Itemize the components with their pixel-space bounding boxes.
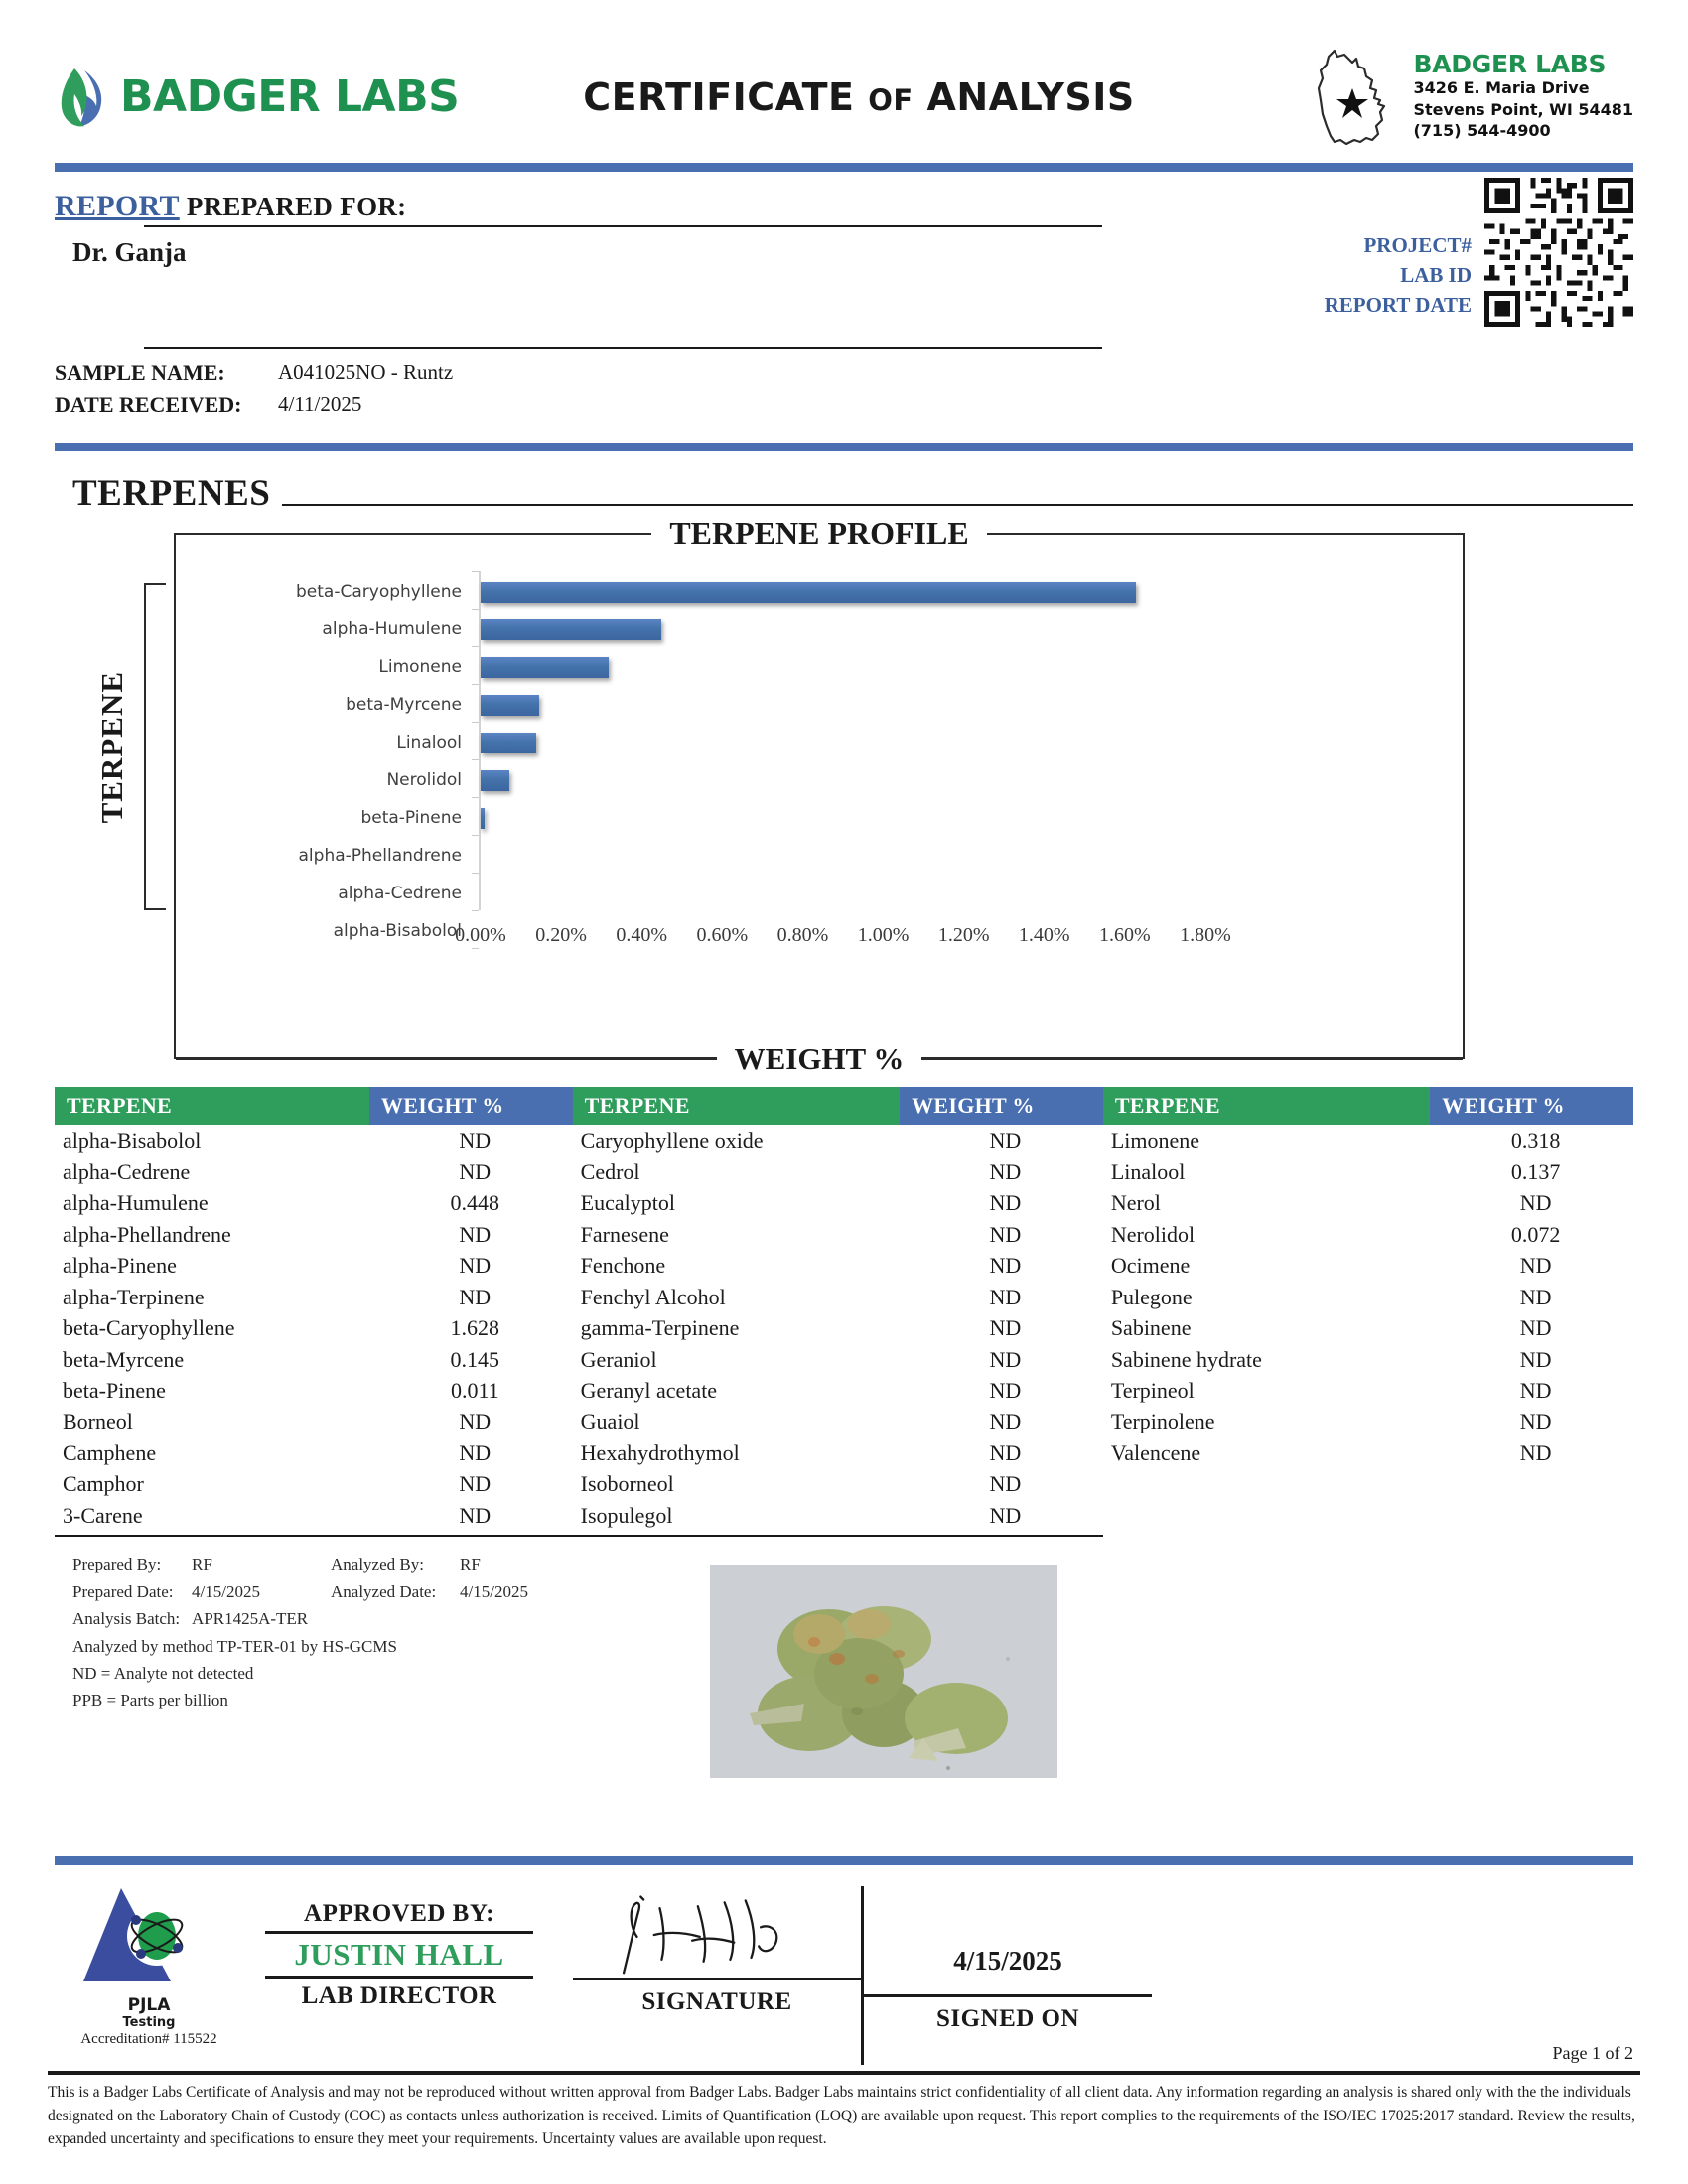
cell-weight-value: ND (1519, 1346, 1552, 1372)
cell-terpene-name: Borneol (63, 1409, 133, 1434)
page-footer (55, 1878, 1633, 2065)
chart-xlabel-rule-left (176, 1058, 717, 1060)
chart-y-tick (472, 873, 479, 874)
analyzed-date-label: Analyzed Date: (331, 1581, 437, 1601)
lab-address-group (1216, 43, 1633, 152)
chart-x-tick-label: 1.40% (1018, 924, 1070, 947)
chart-xlabel-rule-right (921, 1058, 1463, 1060)
cell-terpene-name: Terpineol (1110, 1377, 1195, 1403)
cell-weight-value: ND (989, 1190, 1022, 1216)
address-line-2: Stevens Point, WI 54481 (1413, 99, 1633, 119)
sample-divider (144, 347, 1102, 349)
col3-terpene-header: TERPENE (1103, 1087, 1430, 1125)
approver-name: JUSTIN HALL (294, 1937, 504, 1972)
prepared-for-label: PREPARED FOR: (186, 192, 407, 221)
col1-terpene-header: TERPENE (55, 1087, 369, 1125)
cell-terpene-name: beta-Pinene (63, 1377, 166, 1403)
cell-terpene-name: Guaiol (580, 1409, 640, 1434)
cell-weight-value: ND (1519, 1377, 1552, 1403)
chart-x-axis-label: WEIGHT % (717, 1041, 922, 1077)
analysis-notes-area (55, 1543, 1633, 1791)
table-row (55, 1282, 1633, 1312)
chart-category-label: alpha-Humulene (322, 619, 462, 640)
cell-weight-value: ND (459, 1284, 492, 1309)
cell-terpene-name: alpha-Phellandrene (63, 1221, 231, 1247)
chart-category-label: alpha-Bisabolol (333, 921, 462, 942)
cell-terpene-name: Limonene (1110, 1128, 1200, 1154)
cell-terpene-name: Fenchone (580, 1253, 666, 1279)
results-table-body (55, 1125, 1633, 1536)
cell-weight-value: ND (459, 1159, 492, 1184)
chart-category-label: alpha-Phellandrene (298, 846, 462, 867)
cell-weight-value: ND (989, 1159, 1022, 1184)
col3-weight-header: WEIGHT % (1430, 1087, 1633, 1125)
prepared-by-value: RF (192, 1555, 212, 1574)
cell-weight-value: 0.448 (450, 1190, 500, 1216)
cell-weight-value: ND (459, 1221, 492, 1247)
signed-on-column (864, 1886, 1152, 2065)
chart-y-tick (472, 759, 479, 760)
chart-bar-row (481, 875, 1136, 912)
disclaimer-text: This is a Badger Labs Certificate of Analysis and may not be reproduced without written approval from Badger Labs. Badger Labs maintains strict confidentiality of all client data. Any information regarding an analysis is shared only with the the individuals designated on the Laboratory Chain of Custody (COC) as contacts unless authorization is received. Limits of Quantification (LOQ) are available upon request. This report complies to the requirements of the ISO/IEC 17025:2017 standard. Review the results, expanded uncertainty and specifications to ensure they meet your requirements. Uncertainty values are available upon request. (48, 2084, 1635, 2148)
chart-y-tick (472, 910, 479, 911)
chart-bar (481, 695, 539, 716)
disclaimer-divider (48, 2071, 1640, 2075)
approval-block (265, 1878, 533, 2010)
cell-weight-value: ND (989, 1439, 1022, 1465)
table-header-row (55, 1087, 1633, 1125)
cell-weight-value (1430, 1500, 1633, 1536)
chart-category-label: Linalool (396, 733, 462, 753)
table-row (55, 1437, 1633, 1468)
pjla-accreditation (55, 1878, 243, 2048)
chart-y-tick (472, 684, 479, 685)
chart-y-tick (472, 609, 479, 610)
chart-y-tick (472, 722, 479, 723)
table-row (55, 1219, 1633, 1250)
chart-y-tick (472, 797, 479, 798)
report-heading-rule (144, 225, 1102, 227)
chart-title: TERPENE PROFILE (651, 515, 986, 552)
analysis-batch-label: Analysis Batch: (72, 1609, 181, 1629)
table-row (55, 1125, 1633, 1156)
chart-bar-row (481, 573, 1136, 611)
col2-weight-header: WEIGHT % (900, 1087, 1103, 1125)
chart-plot-area (176, 535, 1463, 1057)
analyzed-date-value: 4/15/2025 (460, 1581, 528, 1601)
date-received-value: 4/11/2025 (278, 392, 362, 417)
chart-category-label: Nerolidol (386, 770, 462, 791)
section-heading-rule (282, 504, 1633, 506)
cell-terpene-name: 3-Carene (55, 1500, 369, 1536)
chart-y-tick (472, 571, 479, 572)
qr-code[interactable] (1484, 178, 1633, 327)
page-number: Page 1 of 2 (1552, 2043, 1633, 2063)
cell-terpene-name: Linalool (1110, 1159, 1186, 1184)
pjla-accreditation-number: Accreditation# 115522 (80, 2031, 217, 2047)
chart-x-tick-label: 1.60% (1099, 924, 1151, 947)
cell-weight-value: 0.072 (1510, 1221, 1561, 1247)
cell-terpene-name: Ocimene (1110, 1253, 1191, 1279)
note-prepared-by-row (72, 1551, 690, 1578)
cell-weight-value: 1.628 (450, 1315, 500, 1341)
chart-bar (481, 808, 485, 829)
section-divider (55, 443, 1633, 451)
address-title: BADGER LABS (1413, 49, 1607, 78)
signature-column (573, 1886, 861, 2065)
cell-weight-value: ND (459, 1471, 492, 1497)
cell-weight-value: ND (1519, 1253, 1552, 1279)
cell-weight-value: ND (900, 1500, 1103, 1536)
section-heading (55, 473, 1633, 515)
cell-terpene-name: Sabinene hydrate (1110, 1346, 1262, 1372)
approver-role: LAB DIRECTOR (301, 1982, 497, 2009)
title-certificate: CERTIFICATE (583, 74, 855, 119)
chart-x-tick-label: 1.80% (1180, 924, 1231, 947)
pjla-testing-label: Testing (122, 2015, 176, 2030)
section-title: TERPENES (72, 474, 271, 515)
cell-terpene-name: beta-Myrcene (63, 1346, 185, 1372)
cell-weight-value: ND (989, 1315, 1022, 1341)
chart-x-tick-label: 0.00% (455, 924, 506, 947)
cell-weight-value: ND (459, 1439, 492, 1465)
cell-terpene-name: Isopulegol (573, 1500, 900, 1536)
cell-terpene-name: alpha-Pinene (63, 1253, 177, 1279)
cell-weight-value: ND (1519, 1190, 1552, 1216)
cell-terpene-name: Nerolidol (1110, 1221, 1196, 1247)
cell-weight-value: ND (989, 1253, 1022, 1279)
prepared-date-label: Prepared Date: (72, 1581, 174, 1601)
report-date-label: REPORT DATE (1324, 292, 1472, 317)
chart-bar-row (481, 686, 1136, 724)
chart-category-label: beta-Myrcene (346, 695, 462, 716)
cell-terpene-name: Hexahydrothymol (580, 1439, 740, 1465)
chart-x-tick-labels (455, 924, 1231, 954)
note-batch-row (72, 1605, 690, 1633)
chart-x-tick-label: 1.20% (937, 924, 990, 947)
chart-x-tick-label: 0.60% (696, 924, 749, 947)
cell-terpene-name: alpha-Cedrene (63, 1159, 191, 1184)
table-row (55, 1375, 1633, 1406)
labid-label: LAB ID (1400, 262, 1472, 287)
chart-bar (481, 733, 536, 753)
analysis-batch-value: APR1425A-TER (192, 1609, 309, 1629)
note-prepared-date-row (72, 1578, 690, 1606)
sample-name-label: SAMPLE NAME: (55, 360, 225, 386)
cell-terpene-name: Sabinene (1110, 1315, 1192, 1341)
report-prepared-for-heading (55, 190, 1633, 223)
sample-photo (710, 1565, 1057, 1778)
table-row (55, 1187, 1633, 1218)
chart-y-tick (472, 835, 479, 836)
cell-weight-value: 0.318 (1510, 1128, 1561, 1154)
table-row (55, 1250, 1633, 1281)
cell-weight-value: 0.145 (450, 1346, 500, 1372)
report-info-section (0, 172, 1688, 349)
cell-terpene-name (1103, 1500, 1430, 1536)
prepared-by-label: Prepared By: (72, 1555, 162, 1574)
brand-name: BADGER LABS (120, 71, 460, 122)
report-meta-grid (55, 231, 1633, 320)
terpenes-section (0, 473, 1688, 1077)
signature-image (573, 1886, 861, 1978)
chart-x-tick-label: 0.80% (776, 924, 829, 947)
cell-weight-value: ND (989, 1346, 1022, 1372)
cell-terpene-name: Caryophyllene oxide (580, 1128, 764, 1154)
chart-bar-row (481, 611, 1136, 648)
table-row (55, 1312, 1633, 1343)
table-row (55, 1157, 1633, 1187)
signature-label: SIGNATURE (641, 1988, 792, 2015)
cell-terpene-name: alpha-Bisabolol (63, 1128, 202, 1154)
cell-terpene-name: Valencene (1110, 1439, 1201, 1465)
title-analysis: ANALYSIS (926, 74, 1135, 119)
chart-bars (481, 573, 1136, 950)
approved-rule-top (265, 1931, 533, 1934)
client-name: Dr. Ganja (72, 237, 187, 267)
cell-terpene-name: gamma-Terpinene (580, 1315, 740, 1341)
cell-terpene-name: alpha-Humulene (63, 1190, 209, 1216)
chart-bar (481, 657, 609, 678)
cell-weight-value: ND (1519, 1284, 1552, 1309)
brand-logo-group (55, 67, 482, 128)
chart-bar-row (481, 799, 1136, 837)
chart-x-tick-label: 1.00% (857, 924, 910, 947)
chart-category-labels (186, 573, 474, 950)
chart-category-label: Limonene (378, 657, 462, 678)
page-header (0, 0, 1688, 159)
date-received-label: DATE RECEIVED: (55, 392, 242, 418)
table-row (55, 1500, 1633, 1536)
chart-bar-row (481, 761, 1136, 799)
badger-leaf-icon (55, 67, 106, 128)
chart-y-tick (472, 646, 479, 647)
cell-weight-value: ND (459, 1128, 492, 1154)
pjla-logo-icon (79, 1976, 218, 1992)
cell-terpene-name: Fenchyl Alcohol (580, 1284, 726, 1309)
y-axis-bracket (144, 583, 146, 910)
chart-category-label: beta-Pinene (360, 808, 462, 829)
page-title (482, 75, 1216, 119)
terpene-profile-chart (94, 515, 1465, 1077)
chart-xlabel-bar (176, 1041, 1463, 1077)
date-received-row (55, 389, 1688, 421)
chart-x-tick-label: 0.20% (535, 924, 587, 947)
footer-divider (55, 1856, 1633, 1865)
chart-y-axis-label-group (72, 583, 152, 910)
header-divider (55, 163, 1633, 172)
chart-bar (481, 770, 509, 791)
approved-rule-bottom (265, 1976, 533, 1979)
cell-terpene-name: Camphor (63, 1471, 144, 1497)
prepared-date-value: 4/15/2025 (192, 1581, 260, 1601)
chart-y-axis-label: TERPENE (94, 670, 129, 823)
chart-bar (481, 619, 661, 640)
address-block (1413, 49, 1633, 142)
address-line-3: (715) 544-4900 (1413, 121, 1551, 141)
chart-bar (481, 582, 1136, 603)
terpene-results-table (55, 1087, 1633, 1537)
pjla-name: PJLA (127, 1995, 171, 2015)
analysis-notes (55, 1543, 690, 1713)
sample-name-value: A041025NO - Runtz (278, 360, 454, 385)
col2-terpene-header: TERPENE (573, 1087, 900, 1125)
chart-y-tick (472, 948, 479, 949)
chart-bar-row (481, 648, 1136, 686)
analyzed-by-value: RF (460, 1555, 481, 1574)
cell-terpene-name: Eucalyptol (580, 1190, 675, 1216)
chart-bar-row (481, 724, 1136, 761)
cell-terpene-name: Terpinolene (1110, 1409, 1215, 1434)
cell-terpene-name: Isoborneol (580, 1471, 674, 1497)
cell-weight-value: ND (1519, 1409, 1552, 1434)
analyzed-by-label: Analyzed By: (331, 1555, 424, 1574)
nd-note: ND = Analyte not detected (72, 1664, 254, 1684)
cell-weight-value: 0.137 (1510, 1159, 1561, 1184)
cell-weight-value: 0.011 (450, 1377, 499, 1403)
cell-terpene-name: Pulegone (1110, 1284, 1193, 1309)
sample-name-row (55, 357, 1688, 389)
project-label: PROJECT# (1363, 233, 1472, 257)
cell-weight-value: ND (989, 1471, 1022, 1497)
report-word: REPORT (55, 190, 180, 222)
method-note: Analyzed by method TP-TER-01 by HS-GCMS (72, 1636, 397, 1656)
cell-weight-value: ND (369, 1500, 573, 1536)
col1-weight-header: WEIGHT % (369, 1087, 573, 1125)
cell-terpene-name: Nerol (1110, 1190, 1161, 1216)
cell-terpene-name: Geranyl acetate (580, 1377, 718, 1403)
address-line-1: 3426 E. Maria Drive (1413, 78, 1590, 98)
chart-category-label: beta-Caryophyllene (296, 582, 462, 603)
cell-terpene-name: Camphene (63, 1439, 157, 1465)
cell-terpene-name: Geraniol (580, 1346, 657, 1372)
cell-terpene-name: Farnesene (580, 1221, 669, 1247)
chart-category-label: alpha-Cedrene (338, 884, 462, 904)
title-of: OF (868, 82, 914, 117)
table-row (55, 1344, 1633, 1375)
cell-weight-value: ND (989, 1409, 1022, 1434)
chart-bar-row (481, 837, 1136, 875)
results-table (55, 1087, 1633, 1537)
cell-weight-value: ND (989, 1284, 1022, 1309)
cell-weight-value: ND (459, 1253, 492, 1279)
cell-weight-value: ND (989, 1128, 1022, 1154)
cell-terpene-name: alpha-Terpinene (63, 1284, 205, 1309)
cell-terpene-name: beta-Caryophyllene (63, 1315, 235, 1341)
cell-weight-value: ND (989, 1221, 1022, 1247)
cell-terpene-name (1103, 1468, 1430, 1499)
cell-weight-value: ND (1519, 1439, 1552, 1465)
signature-block (573, 1878, 1152, 2065)
table-row (55, 1468, 1633, 1499)
cell-weight-value: ND (989, 1377, 1022, 1403)
ppb-note: PPB = Parts per billion (72, 1691, 228, 1710)
cell-terpene-name: Cedrol (580, 1159, 640, 1184)
sample-info-block (0, 349, 1688, 421)
cell-weight-value (1430, 1468, 1633, 1499)
signed-on-label: SIGNED ON (935, 2005, 1080, 2032)
cell-weight-value: ND (459, 1409, 492, 1434)
approved-by-label: APPROVED BY: (304, 1900, 494, 1927)
chart-x-tick-label: 0.40% (616, 924, 668, 947)
table-row (55, 1406, 1633, 1436)
signed-on-date: 4/15/2025 (953, 1946, 1062, 1976)
cell-weight-value: ND (1519, 1315, 1552, 1341)
wisconsin-map-icon (1301, 43, 1405, 152)
